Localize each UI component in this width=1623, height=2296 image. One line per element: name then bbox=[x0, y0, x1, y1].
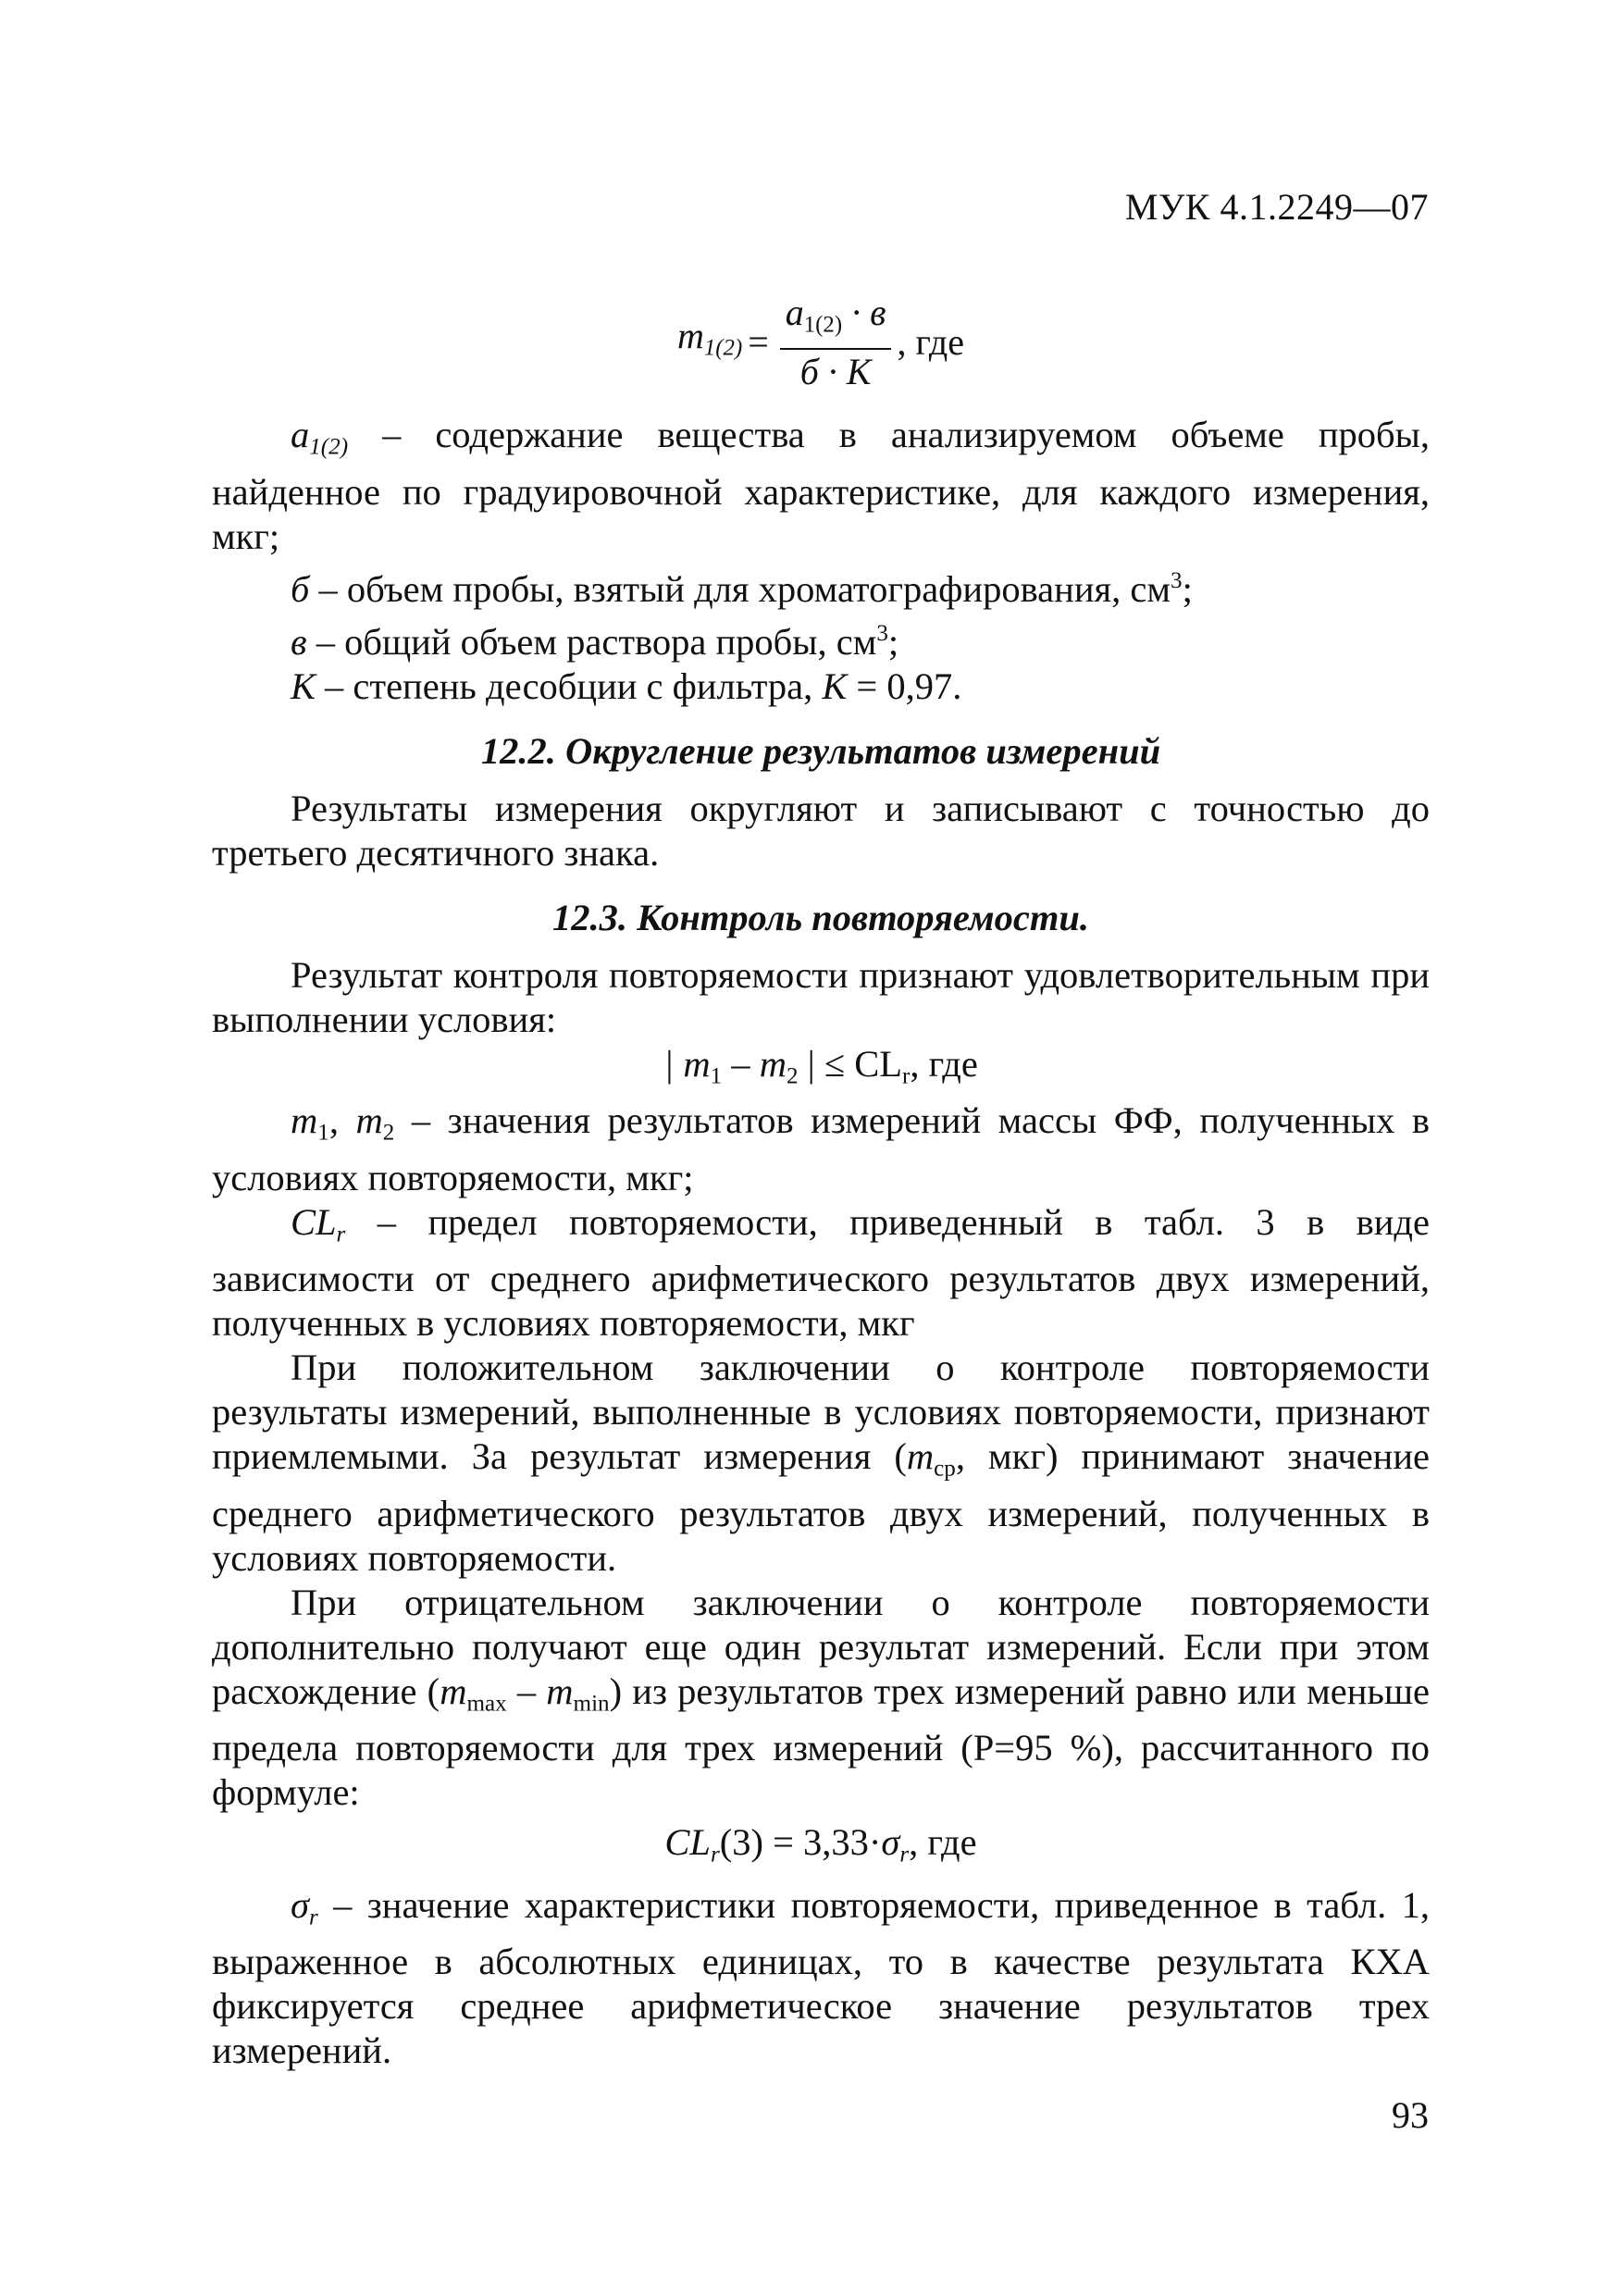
formula-lhs: $m_{1(2)}$ bbox=[677, 315, 743, 361]
formula-repeatability: | $m_1 - m_2$ | ≤ $CL_r$, где bbox=[663, 1042, 978, 1089]
formula-tail: , где bbox=[897, 321, 964, 363]
definition-sigma: $\sigma_r$ – значение характеристики повторяемости, приведенное в табл. 1, выраженное в абсолютных единицах, то в качестве результата КХА фиксируется среднее арифметическое значение результатов трех измерений. bbox=[212, 1883, 1430, 2072]
section-12-2-text: Результаты измерения округляют и записывают с точностью до третьего десятичного знака. bbox=[212, 787, 1430, 874]
definition-k: К – степень десобции с фильтра, К = 0,97. bbox=[291, 664, 962, 707]
definition-clr: $CL_r$ – предел повторяемости, приведенный в табл. 3 в виде зависимости от среднего арифметического результатов двух измерений, полученных в условиях повторяемости, мкг bbox=[212, 1200, 1430, 1345]
formula-m12 bbox=[212, 278, 1430, 407]
paragraph-positive-conclusion: При положительном заключении о контроле повторяемости результаты измерений, выполненные в условиях повторяемости, признают приемлемыми. За результат измерения ($m_{ср}$, мкг) принимают значение среднего арифметического результатов двух измерений, полученных в условиях повторяемости. bbox=[212, 1347, 1430, 1579]
formula-numerator: $a_{1(2)} \cdot в$ bbox=[785, 292, 886, 338]
paragraph-negative-conclusion: При отрицательном заключении о контроле повторяемости дополнительно получают еще один результат измерений. Если при этом расхождение $(m_{max} - m_{min})$ из результатов трех измерений равно или меньше предела повторяемости для трех измерений (Р=95 %), рассчитанного по формуле: bbox=[212, 1581, 1431, 1814]
page-content bbox=[212, 278, 1430, 2073]
formula-clr3: $CL_r(3) = 3,33\cdot\sigma_r$, где bbox=[664, 1821, 977, 1868]
page-number: 93 bbox=[1392, 2094, 1429, 2136]
definition-m1-m2: $m_1$, $m_2$ – значения результатов измерений массы ФФ, полученных в условиях повторяемости, мкг; bbox=[212, 1099, 1431, 1198]
definition-v: в – общий объем раствора пробы, $см^3$; bbox=[291, 620, 899, 663]
formula-fraction bbox=[780, 292, 892, 391]
formula-denominator: б · К bbox=[799, 350, 872, 392]
formula-equals: = bbox=[748, 321, 769, 363]
definition-a12: $a_{1(2)}$ – содержание вещества в анализируемом объеме пробы, найденное по градуировочной характеристике, для каждого измерения, мкг; bbox=[212, 414, 1430, 557]
section-12-3-intro: Результат контроля повторяемости признают удовлетворительным при выполнении условия: bbox=[212, 953, 1430, 1040]
section-heading-12-2: 12.2. Округление результатов измерений bbox=[480, 729, 1161, 772]
page-header: МУК 4.1.2249—07 bbox=[1124, 186, 1429, 228]
section-heading-12-3: 12.3. Контроль повторяемости. bbox=[552, 896, 1089, 938]
definition-b: б – объем пробы, взятый для хроматографирования, $см^3$; bbox=[291, 567, 1193, 610]
